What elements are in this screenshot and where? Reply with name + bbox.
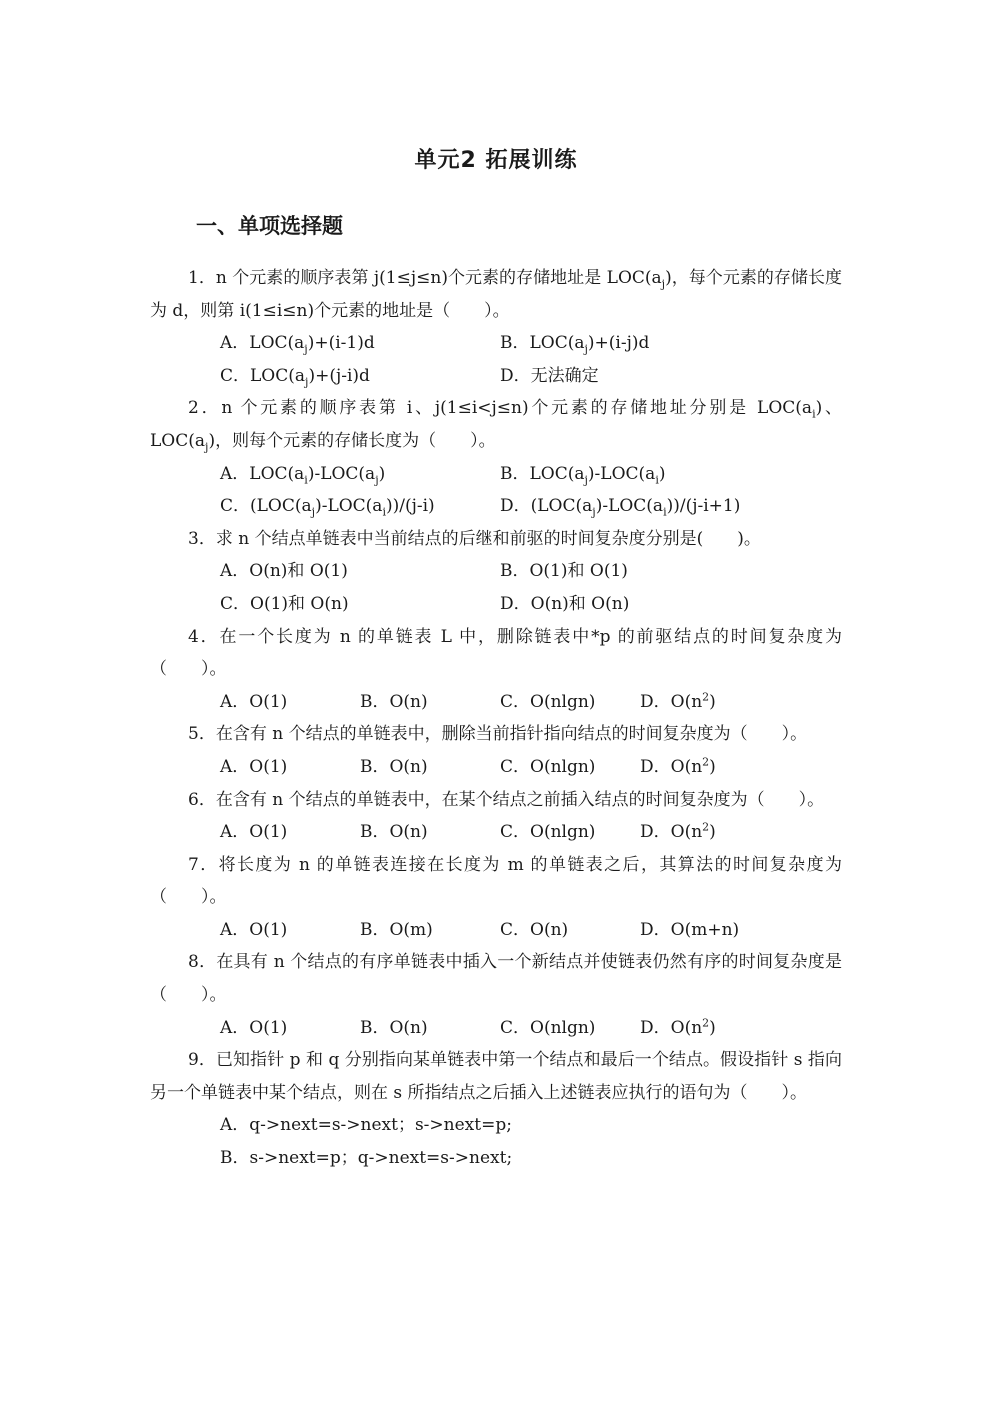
option-d: D．$(LOC(a_j)-LOC(a_i))/(j-i+1)$ (500, 496, 741, 519)
question-number: 4． (188, 626, 220, 647)
question-6: 6．在含有 n 个结点的单链表中，在某个结点之前插入结点的时间复杂度为（ ）。 (188, 789, 825, 810)
option-b: B．$LOC(a_j)+(i-j)d$ (500, 333, 650, 356)
question-7: 7．将长度为 n 的单链表连接在长度为 m 的单链表之后，其算法的时间复杂度为（ ）。 (150, 854, 842, 908)
page-title: 单元2 拓展训练 (414, 148, 578, 173)
question-number: 2． (188, 398, 222, 419)
option-b: B．O(n) (360, 691, 428, 712)
question-number: 8． (188, 952, 217, 973)
option-b: B．O(m) (360, 919, 433, 940)
option-c: C．O(1)和 O(n) (220, 593, 349, 614)
option-a: A．O(1) (220, 756, 288, 777)
option-c: C．O(nlgn) (500, 756, 596, 777)
option-c: C．O(nlgn) (500, 691, 596, 712)
option-d: D．$O(n^2)$ (640, 755, 716, 777)
question-9: 9．已知指针 p 和 q 分别指向某单链表中第一个结点和最后一个结点。假设指针 s 指向另一个单链表中某个结点，则在 s 所指结点之后插入上述链表应执行的语句为（ ）。 (150, 1050, 842, 1103)
question-2: 2．n 个元素的顺序表第 i、j(1≤i<j≤n)个元素的存储地址分别是 $LOC(a_i)$、$LOC(a_j)$，则每个元素的存储长度为（ ）。 (150, 398, 842, 454)
question-number: 7． (188, 854, 219, 875)
question-3: 3．求 n 个结点单链表中当前结点的后继和前驱的时间复杂度分别是( )。 (188, 528, 761, 549)
question-8-options (150, 1012, 842, 1045)
option-b: B．$LOC(a_j)-LOC(a_i)$ (500, 463, 666, 486)
question-number: 3． (188, 528, 216, 549)
option-d: D．O(m+n) (640, 919, 740, 940)
option-c: C．O(n) (500, 919, 569, 940)
question-2-options (150, 458, 842, 523)
question-3-options (150, 555, 842, 620)
question-number: 6． (188, 789, 216, 810)
question-number: 9． (188, 1050, 216, 1071)
option-a: A．q->next=s->next；s->next=p; (220, 1115, 512, 1136)
option-c: C．$(LOC(a_j)-LOC(a_i))/(j-i)$ (220, 496, 435, 519)
question-7-options (150, 914, 842, 947)
question-8: 8．在具有 n 个结点的有序单链表中插入一个新结点并使链表仍然有序的时间复杂度是（ ）。 (150, 952, 842, 1006)
option-a: A．$LOC(a_i)-LOC(a_j)$ (220, 463, 386, 486)
question-1: 1．n 个元素的顺序表第 j(1≤j≤n)个元素的存储地址是 $LOC(a_j)$，每个元素的存储长度为 d，则第 i(1≤i≤n)个元素的地址是（ ）。 (150, 268, 842, 321)
question-list (150, 262, 842, 1175)
option-a: A．O(n)和 O(1) (220, 561, 348, 582)
question-number: 1． (188, 268, 216, 288)
question-4: 4．在一个长度为 n 的单链表 L 中，删除链表中*p 的前驱结点的时间复杂度为（ ）。 (150, 626, 842, 680)
option-a: A．O(1) (220, 691, 288, 712)
option-b: B．s->next=p；q->next=s->next; (220, 1148, 513, 1169)
option-d: D．无法确定 (500, 365, 599, 386)
option-d: D．$O(n^2)$ (640, 1016, 716, 1038)
question-6-options (150, 816, 842, 849)
option-a: A．O(1) (220, 919, 288, 940)
option-b: B．O(n) (360, 822, 428, 843)
option-a: A．$LOC(a_j)+(i-1)d$ (220, 333, 375, 356)
question-5-options (150, 751, 842, 784)
option-d: D．$O(n^2)$ (640, 820, 716, 843)
option-b: B．O(1)和 O(1) (500, 561, 628, 582)
section-heading: 一、单项选择题 (196, 214, 343, 238)
question-9-options (150, 1109, 842, 1174)
question-4-options (150, 686, 842, 719)
question-1-options (150, 327, 842, 392)
option-d: D．O(n)和 O(n) (500, 593, 630, 614)
option-a: A．O(1) (220, 822, 288, 843)
option-c: C．O(nlgn) (500, 1017, 596, 1038)
option-b: B．O(n) (360, 1017, 428, 1038)
question-number: 5． (188, 724, 216, 745)
option-c: C．O(nlgn) (500, 822, 596, 843)
option-c: C．$LOC(a_j)+(j-i)d$ (220, 365, 370, 389)
option-b: B．O(n) (360, 756, 428, 777)
option-a: A．O(1) (220, 1017, 288, 1038)
question-5: 5．在含有 n 个结点的单链表中，删除当前指针指向结点的时间复杂度为（ ）。 (188, 724, 808, 745)
option-d: D．$O(n^2)$ (640, 690, 716, 712)
